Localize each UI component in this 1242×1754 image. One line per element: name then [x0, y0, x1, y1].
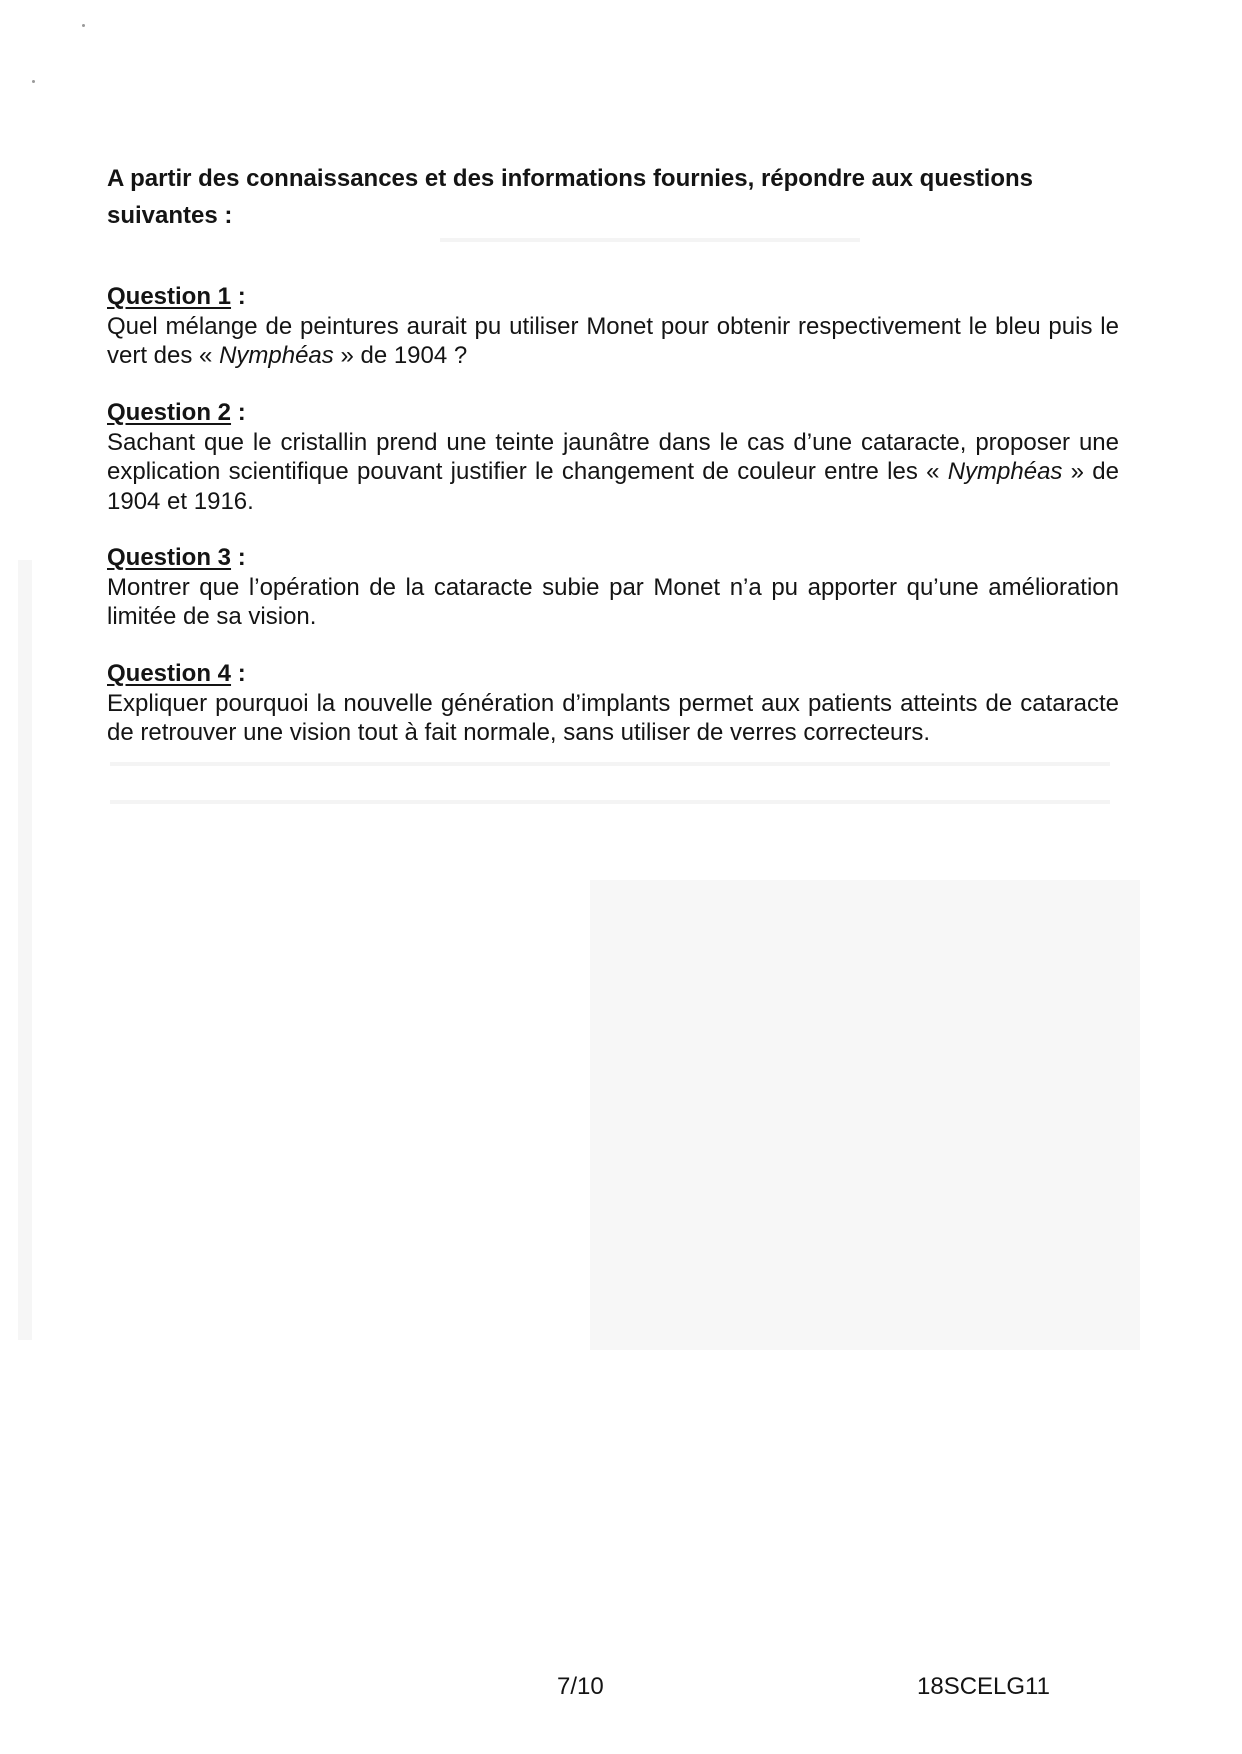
question-1 — [107, 282, 1119, 371]
scan-bleed-line — [110, 800, 1110, 804]
question-2-text-part: » de 1904 et 1916. — [107, 458, 1119, 515]
question-1-artwork-title: Nymphéas — [219, 342, 334, 369]
instructions-heading: A partir des connaissances et des informations fournies, répondre aux questions suivantes : — [107, 165, 1034, 229]
document-code: 18SCELG11 — [917, 1673, 1050, 1700]
question-2-artwork-title: Nymphéas — [947, 458, 1063, 485]
page-number: 7/10 — [557, 1673, 604, 1700]
scan-bleed-edge — [18, 560, 32, 1340]
question-1-text-part: » de 1904 ? — [333, 342, 468, 369]
question-3 — [107, 543, 1119, 632]
scan-bleed-image — [590, 880, 1140, 1350]
question-2-colon: : — [231, 399, 246, 426]
question-3-text: Montrer que l’opération de la cataracte subie par Monet n’a pu apporter qu’une amélioration limitée de sa vision. — [107, 573, 1119, 630]
question-3-title: Question 3 — [107, 544, 232, 571]
question-4-title: Question 4 — [107, 660, 232, 687]
question-2-text — [107, 428, 1119, 517]
question-3-colon: : — [231, 544, 246, 571]
scan-bleed-line — [110, 762, 1110, 766]
question-1-text-part: Quel mélange de peintures aurait pu utiliser Monet pour obtenir respectivement le bleu puis le vert des « — [107, 312, 1119, 369]
question-1-colon: : — [231, 283, 246, 310]
question-2-text-part: Sachant que le cristallin prend une teinte jaunâtre dans le cas d’une cataracte, proposer une explication scientifique pouvant justifier le changement de couleur entre les « — [107, 428, 1119, 485]
scan-speck — [82, 24, 85, 27]
question-4 — [107, 659, 1119, 748]
scan-bleed-line — [440, 238, 860, 242]
question-2-title: Question 2 — [107, 399, 232, 426]
question-1-text — [107, 312, 1119, 371]
question-4-colon: : — [231, 660, 246, 687]
question-1-title: Question 1 — [107, 283, 232, 310]
scan-speck — [32, 80, 35, 83]
question-2 — [107, 398, 1119, 516]
question-4-text: Expliquer pourquoi la nouvelle génération d’implants permet aux patients atteints de cataracte de retrouver une vision tout à fait normale, sans utiliser de verres correcteurs. — [107, 689, 1119, 746]
